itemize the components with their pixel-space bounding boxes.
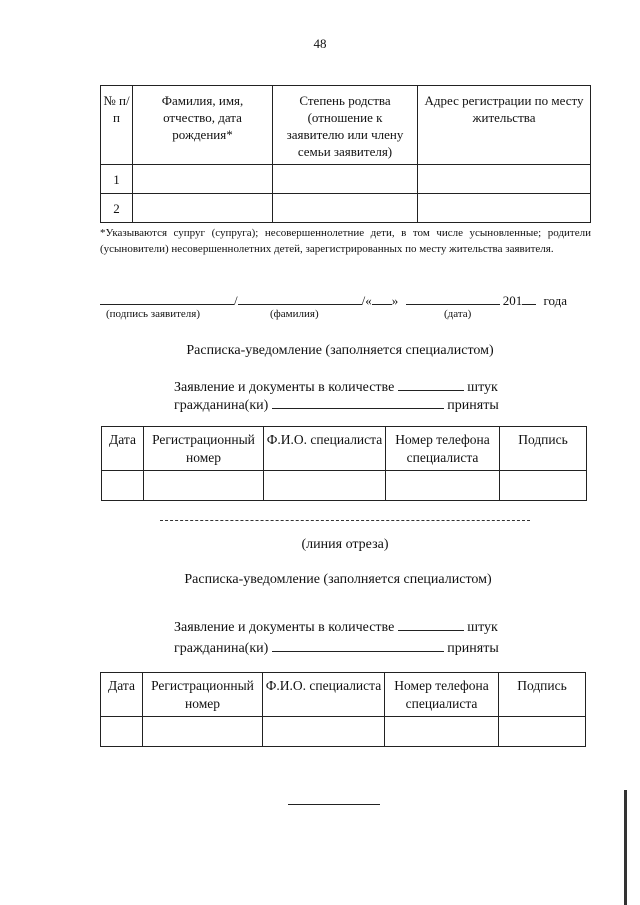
- row-number: 2: [101, 194, 133, 223]
- relation-cell[interactable]: [273, 194, 418, 223]
- table-row: [102, 471, 587, 501]
- label-date: (дата): [444, 308, 472, 320]
- col-header-signature: Подпись: [500, 427, 587, 471]
- reg-number-cell[interactable]: [144, 471, 264, 501]
- cut-line: [160, 520, 530, 521]
- bottom-line: [288, 804, 380, 805]
- name-cell[interactable]: [133, 194, 273, 223]
- docs-count-blank[interactable]: [398, 376, 464, 391]
- day-blank[interactable]: [372, 290, 392, 305]
- col-header-number: № п/п: [101, 86, 133, 165]
- docs-count-suffix: штук: [467, 620, 498, 635]
- col-header-date: Дата: [102, 427, 144, 471]
- date-cell[interactable]: [101, 717, 143, 747]
- docs-count-line: [174, 376, 498, 396]
- docs-count-prefix: Заявление и документы в количестве: [174, 620, 395, 635]
- table-row: [101, 194, 591, 223]
- col-header-relation: Степень родства (отношение к заявителю или члену семьи заявителя): [273, 86, 418, 165]
- signature-cell[interactable]: [499, 717, 586, 747]
- docs-count-blank[interactable]: [398, 616, 464, 631]
- citizen-prefix: гражданина(ки): [174, 398, 269, 413]
- page-number: 48: [313, 36, 327, 51]
- col-header-reg-number: Регистрационный номер: [144, 427, 264, 471]
- citizen-prefix: гражданина(ки): [174, 641, 269, 656]
- docs-count-prefix: Заявление и документы в количестве: [174, 380, 395, 395]
- year-blank[interactable]: [522, 290, 536, 305]
- table-header-row: [102, 427, 587, 471]
- reg-number-cell[interactable]: [143, 717, 263, 747]
- citizen-blank[interactable]: [272, 394, 444, 409]
- surname-blank[interactable]: [238, 290, 362, 305]
- signature-blank[interactable]: [100, 290, 234, 305]
- col-header-specialist: Ф.И.О. специалиста: [264, 427, 386, 471]
- col-header-specialist: Ф.И.О. специалиста: [263, 673, 385, 717]
- receipt-title: Расписка-уведомление (заполняется специалистом): [184, 572, 492, 587]
- table-header-row: [101, 86, 591, 165]
- docs-count-line: [174, 616, 498, 636]
- citizen-suffix: приняты: [447, 398, 499, 413]
- slash: /: [234, 293, 238, 308]
- label-signature: (подпись заявителя): [106, 308, 201, 320]
- address-cell[interactable]: [418, 194, 591, 223]
- family-members-table: [100, 85, 591, 223]
- col-header-phone: Номер телефона специалиста: [385, 673, 499, 717]
- docs-count-suffix: штук: [467, 380, 498, 395]
- cut-line-label: (линия отреза): [301, 537, 389, 552]
- col-header-phone: Номер телефона специалиста: [386, 427, 500, 471]
- citizen-line: [174, 637, 499, 657]
- month-blank[interactable]: [406, 290, 500, 305]
- col-header-name: Фамилия, имя, отчество, дата рождения*: [133, 86, 273, 165]
- scan-edge-mark: [624, 790, 627, 905]
- slash: /: [361, 293, 366, 308]
- signature-line: [100, 290, 567, 309]
- quote-open: «: [365, 293, 372, 308]
- label-surname: (фамилия): [270, 308, 319, 320]
- receipt-title: Расписка-уведомление (заполняется специалистом): [186, 343, 494, 358]
- receipt-table: [100, 672, 586, 747]
- phone-cell[interactable]: [385, 717, 499, 747]
- table-row: [101, 165, 591, 194]
- signature-cell[interactable]: [500, 471, 587, 501]
- year-prefix: 201: [502, 293, 523, 308]
- col-header-reg-number: Регистрационный номер: [143, 673, 263, 717]
- col-header-signature: Подпись: [499, 673, 586, 717]
- year-suffix: года: [543, 293, 568, 308]
- quote-close: »: [391, 293, 399, 308]
- citizen-suffix: приняты: [447, 641, 499, 656]
- footnote: *Указываются супруг (супруга); несовершеннолетние дети, в том числе усыновленные; родители (усыновители) несовершеннолетних детей, зарегистрированных по месту жительства заявителя.: [100, 227, 591, 255]
- date-cell[interactable]: [102, 471, 144, 501]
- address-cell[interactable]: [418, 165, 591, 194]
- relation-cell[interactable]: [273, 165, 418, 194]
- col-header-address: Адрес регистрации по месту жительства: [418, 86, 591, 165]
- receipt-table: [101, 426, 587, 501]
- citizen-blank[interactable]: [272, 637, 444, 652]
- phone-cell[interactable]: [386, 471, 500, 501]
- col-header-date: Дата: [101, 673, 143, 717]
- citizen-line: [174, 394, 499, 414]
- table-header-row: [101, 673, 586, 717]
- name-cell[interactable]: [133, 165, 273, 194]
- row-number: 1: [101, 165, 133, 194]
- table-row: [101, 717, 586, 747]
- specialist-cell[interactable]: [263, 717, 385, 747]
- specialist-cell[interactable]: [264, 471, 386, 501]
